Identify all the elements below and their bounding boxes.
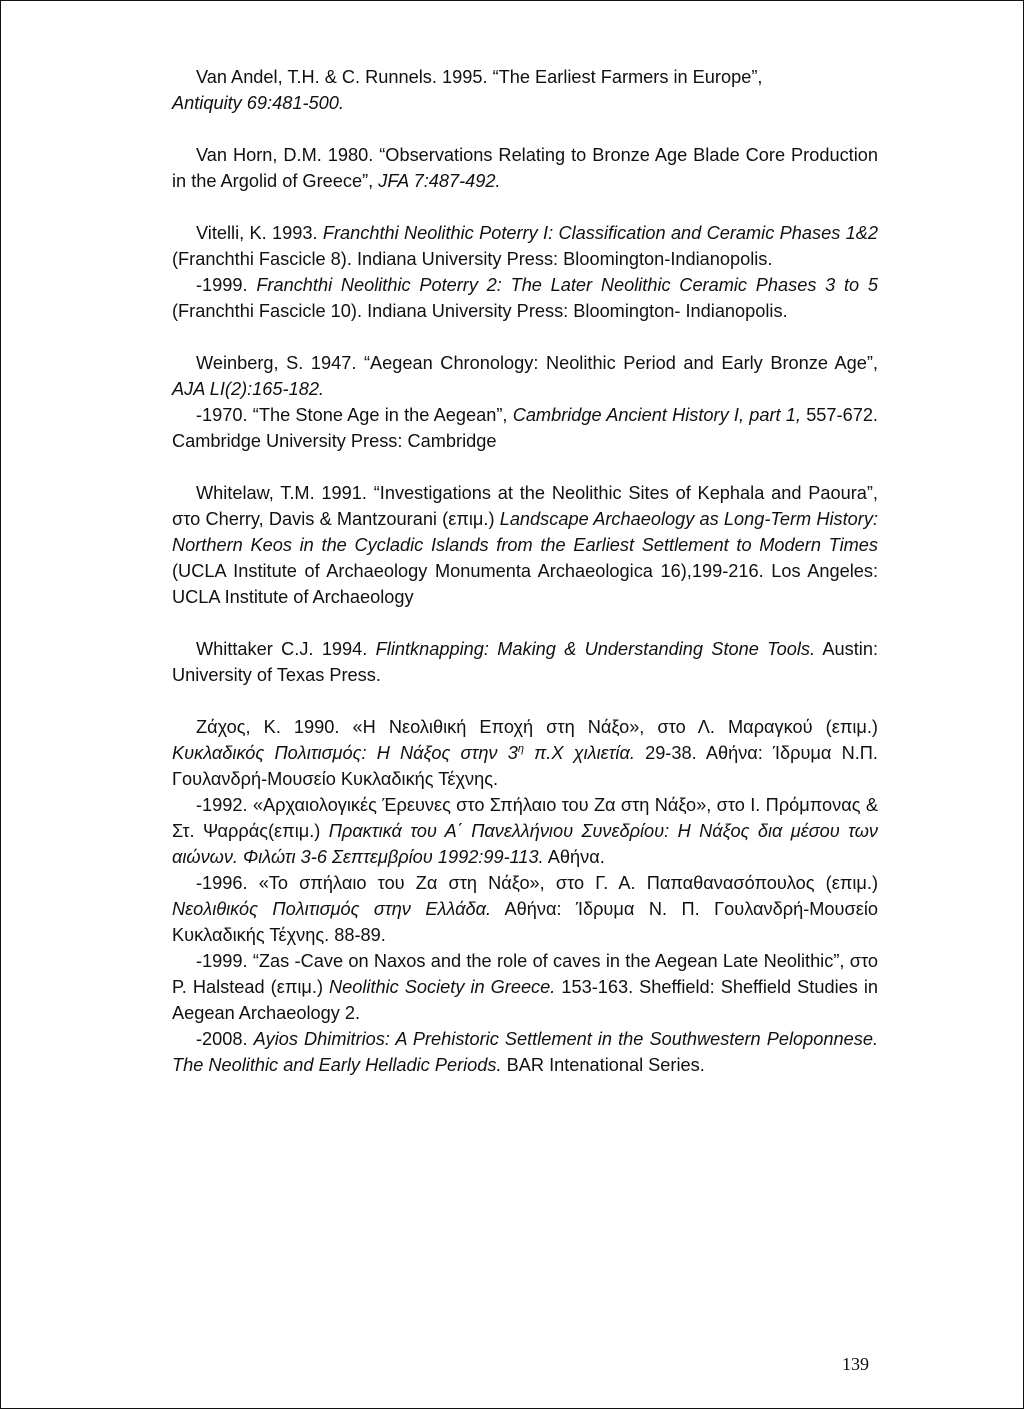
ref-van-horn: Van Horn, D.M. 1980. “Observations Relating to Bronze Age Blade Core Production in the Argolid of Greece”, JFA 7:487-492.	[172, 145, 878, 191]
ref-title: Neolithic Society in Greece.	[329, 977, 556, 997]
ref-title: Νεολιθικός Πολιτισμός στην Ελλάδα.	[172, 899, 492, 919]
ref-title: Κυκλαδικός Πολιτισμός: Η Νάξος στην $3^\eta$ π.Χ χιλιετία.	[172, 742, 635, 763]
bibliography	[172, 64, 878, 1078]
ref-weinberg-1970: -1970. “The Stone Age in the Aegean”, Cambridge Ancient History I, part 1, 557-672. Cambridge University Press: Cambridge	[172, 405, 878, 451]
ref-journal: Antiquity 69:481-500.	[172, 93, 344, 113]
page-number: 139	[842, 1354, 869, 1374]
ref-zachos-1999: -1999. “Zas -Cave on Naxos and the role of caves in the Aegean Late Neolithic”, στο P. Halstead (επιμ.) Neolithic Society in Greece. 153-163. Sheffield: Sheffield Studies in Aegean Archaeology 2.	[172, 951, 878, 1023]
ref-zachos-1996: -1996. «Το σπήλαιο του Ζα στη Νάξο», στο Γ. Α. Παπαθανασόπουλος (επιμ.) Νεολιθικός Πολιτισμός στην Ελλάδα. Αθήνα: Ίδρυμα Ν. Π. Γουλανδρή-Μουσείο Κυκλαδικής Τέχνης. 88-89.	[172, 873, 878, 945]
ref-van-andel: Van Andel, T.H. & C. Runnels. 1995. “The Earliest Farmers in Europe”, Antiquity 69:481-500.	[172, 67, 763, 113]
ref-title: Flintknapping: Making & Understanding Stone Tools.	[375, 639, 816, 659]
ref-zachos-1992: -1992. «Αρχαιολογικές Έρευνες στο Σπήλαιο του Ζα στη Νάξο», στο Ι. Πρόμπονας & Στ. Ψαρράς(επιμ.) Πρακτικά του Α΄ Πανελλήνιου Συνεδρίου: Η Νάξος δια μέσου των αιώνων. Φιλώτι 3-6 Σεπτεμβρίου 1992:99-113. Αθήνα.	[172, 795, 878, 867]
ref-journal: AJA LI(2):165-182.	[172, 379, 324, 399]
ref-title: Ayios Dhimitrios: A Prehistoric Settlement in the Southwestern Peloponnese. The Neolithic and Early Helladic Periods.	[172, 1029, 878, 1075]
ref-whittaker: Whittaker C.J. 1994. Flintknapping: Making & Understanding Stone Tools. Austin: University of Texas Press.	[172, 639, 878, 685]
ref-title: Landscape Archaeology as Long-Term History: Northern Keos in the Cycladic Islands from the Earliest Settlement to Modern Times	[172, 509, 878, 555]
ref-whitelaw: Whitelaw, T.M. 1991. “Investigations at the Neolithic Sites of Kephala and Paoura”, στο Cherry, Davis & Mantzourani (επιμ.) Landscape Archaeology as Long-Term History: Northern Keos in the Cycladic Islands from the Earliest Settlement to Modern Times (UCLA Institute of Archaeology Monumenta Archaeologica 16),199-216. Los Angeles: UCLA Institute of Archaeology	[172, 483, 878, 607]
ref-vitelli-1999: -1999. Franchthi Neolithic Poterry 2: The Later Neolithic Ceramic Phases 3 to 5 (Franchthi Fascicle 10). Indiana University Press: Bloomington- Indianopolis.	[172, 275, 878, 321]
ref-title: Cambridge Ancient History I, part 1,	[512, 405, 801, 425]
ref-zachos-1990: Ζάχος, Κ. 1990. «Η Νεολιθική Εποχή στη Νάξο», στο Λ. Μαραγκού (επιμ.) Κυκλαδικός Πολιτισμός: Η Νάξος στην $3^\eta$ π.Χ χιλιετία. 29-38. Αθήνα: Ίδρυμα Ν.Π. Γουλανδρή-Μουσείο Κυκλαδικής Τέχνης.	[172, 717, 878, 789]
ref-title: Franchthi Neolithic Poterry 2: The Later Neolithic Ceramic Phases 3 to 5	[256, 275, 878, 295]
ref-zachos-2008: -2008. Ayios Dhimitrios: A Prehistoric Settlement in the Southwestern Peloponnese. The Neolithic and Early Helladic Periods. BAR Intenational Series.	[172, 1029, 878, 1075]
ref-weinberg-1947: Weinberg, S. 1947. “Aegean Chronology: Neolithic Period and Early Bronze Age”, AJA LI(2):165-182.	[172, 353, 878, 399]
ref-journal: JFA 7:487-492.	[378, 171, 501, 191]
ref-vitelli-1993: Vitelli, K. 1993. Franchthi Neolithic Poterry I: Classification and Ceramic Phases 1&2 (Franchthi Fascicle 8). Indiana University Press: Bloomington-Indianopolis.	[172, 223, 878, 269]
ref-title: Πρακτικά του Α΄ Πανελλήνιου Συνεδρίου: Η Νάξος δια μέσου των αιώνων. Φιλώτι 3-6 Σεπτεμβρίου 1992:99-113.	[172, 821, 878, 867]
ref-title: Franchthi Neolithic Poterry I: Classification and Ceramic Phases 1&2	[322, 223, 878, 243]
